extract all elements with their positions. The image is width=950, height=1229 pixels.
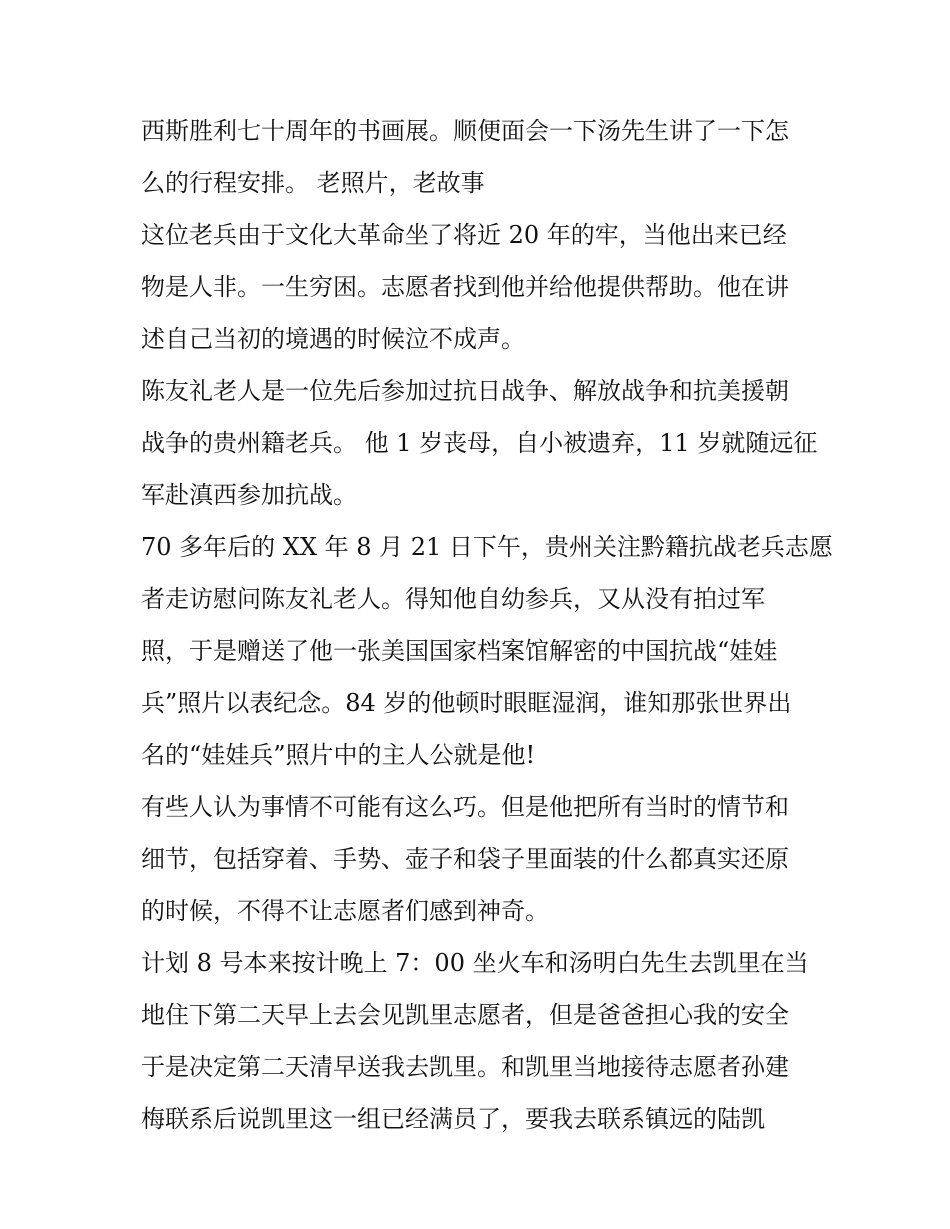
- text-line: 梅联系后说凯里这一组已经满员了，要我去联系镇远的陆凯: [141, 1105, 765, 1133]
- document-body: [141, 105, 833, 1145]
- text-line: 物是人非。一生穷困。志愿者找到他并给他提供帮助。他在讲: [141, 273, 789, 301]
- text-line: 计划 8 号本来按计晚上 7：00 坐火车和汤明白先生去凯里在当: [141, 949, 809, 977]
- text-line: 名的“娃娃兵”照片中的主人公就是他!: [141, 741, 536, 769]
- text-line: 么的行程安排。 老照片，老故事: [141, 169, 485, 197]
- text-line: 照，于是赠送了他一张美国国家档案馆解密的中国抗战“娃娃: [141, 637, 778, 665]
- text-line: 者走访慰问陈友礼老人。得知他自幼参兵，又从没有拍过军: [141, 585, 765, 613]
- text-line: 地住下第二天早上去会见凯里志愿者，但是爸爸担心我的安全: [141, 1001, 789, 1029]
- text-line: 战争的贵州籍老兵。 他 1 岁丧母，自小被遗弃，11 岁就随远征: [141, 429, 818, 457]
- text-line: 细节，包括穿着、手势、壶子和袋子里面装的什么都真实还原: [141, 845, 789, 873]
- text-line: 兵”照片以表纪念。84 岁的他顿时眼眶湿润，谁知那张世界出: [141, 689, 792, 717]
- text-line: 于是决定第二天清早送我去凯里。和凯里当地接待志愿者孙建: [141, 1053, 789, 1081]
- text-line: 军赴滇西参加抗战。: [141, 481, 357, 509]
- text-line: 的时候，不得不让志愿者们感到神奇。: [141, 897, 549, 925]
- text-line: 述自己当初的境遇的时候泣不成声。: [141, 325, 525, 353]
- text-line: 70 多年后的 XX 年 8 月 21 日下午，贵州关注黔籍抗战老兵志愿: [141, 533, 833, 561]
- text-line: 有些人认为事情不可能有这么巧。但是他把所有当时的情节和: [141, 793, 789, 821]
- text-line: 这位老兵由于文化大革命坐了将近 20 年的牢，当他出来已经: [141, 221, 787, 249]
- text-line: 陈友礼老人是一位先后参加过抗日战争、解放战争和抗美援朝: [141, 377, 789, 405]
- text-line: 西斯胜利七十周年的书画展。顺便面会一下汤先生讲了一下怎: [141, 117, 789, 145]
